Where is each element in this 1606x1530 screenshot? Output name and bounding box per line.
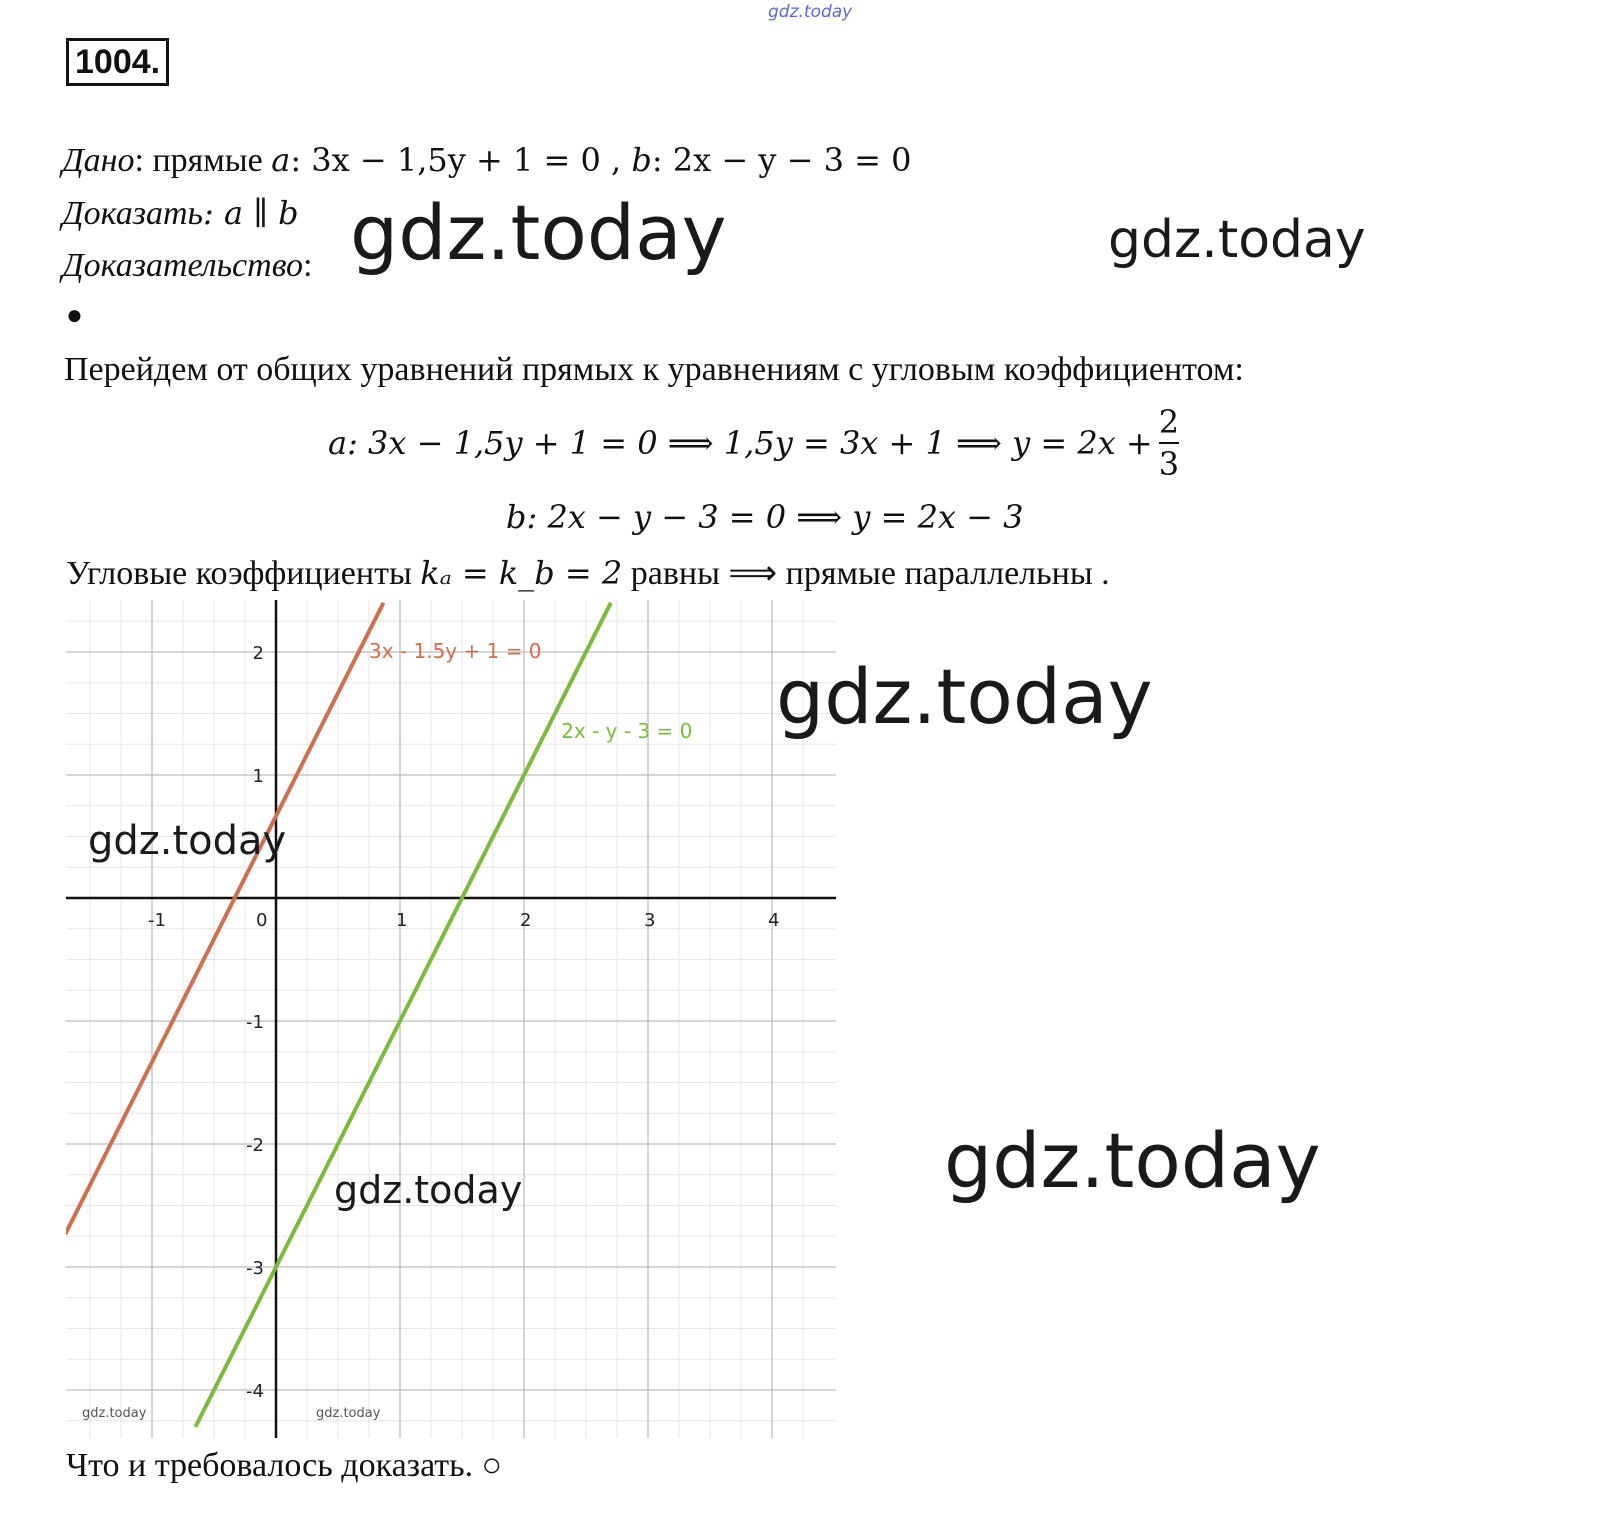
fraction-numerator: 2 bbox=[1159, 402, 1179, 444]
fraction-denominator: 3 bbox=[1158, 445, 1180, 483]
slopes-math: kₐ = k_b = 2 bbox=[420, 554, 623, 592]
problem-number: 1004. bbox=[66, 38, 169, 86]
bullet: ● bbox=[66, 300, 83, 331]
given-label: Дано bbox=[62, 142, 135, 179]
proof-colon: : bbox=[303, 247, 313, 284]
equation-a-left: a: 3x − 1,5y + 1 = 0 ⟹ 1,5y = 3x + 1 ⟹ y = 2x + bbox=[328, 424, 1153, 462]
top-watermark: gdz.today bbox=[768, 2, 853, 22]
equation-a bbox=[328, 402, 1179, 484]
line-a-equation: : 3x − 1,5y + 1 = 0 , bbox=[290, 141, 632, 179]
fraction bbox=[1159, 402, 1179, 484]
watermark: gdz.today bbox=[350, 188, 727, 277]
series-label-1: 3x - 1.5y + 1 = 0 bbox=[369, 639, 542, 664]
x-tick-label: 0 bbox=[256, 910, 268, 931]
proof-label: Доказательство bbox=[62, 247, 304, 284]
given-text: : прямые bbox=[134, 142, 272, 179]
series-label-2: 2x - y - 3 = 0 bbox=[561, 719, 693, 744]
prove-line bbox=[62, 193, 299, 234]
prove-label: Доказать bbox=[62, 195, 203, 232]
watermark: gdz.today bbox=[944, 1116, 1321, 1205]
watermark: gdz.today bbox=[776, 652, 1153, 741]
y-tick-label: 1 bbox=[252, 766, 264, 787]
given-line bbox=[62, 140, 911, 181]
proof-line bbox=[62, 246, 312, 286]
graph bbox=[66, 600, 836, 1438]
watermark: gdz.today bbox=[334, 1168, 523, 1212]
prove-statement: : a ∥ b bbox=[202, 194, 299, 232]
watermark: gdz.today bbox=[88, 818, 287, 864]
y-tick-label: 2 bbox=[252, 643, 264, 664]
line-b-equation: : 2x − y − 3 = 0 bbox=[651, 141, 912, 179]
x-tick-label: 4 bbox=[768, 910, 780, 931]
y-tick-label: -1 bbox=[246, 1012, 264, 1033]
x-tick-label: 2 bbox=[520, 910, 532, 931]
y-tick-label: -4 bbox=[246, 1381, 264, 1402]
line-a-name: a bbox=[271, 141, 291, 179]
watermark: gdz.today bbox=[1108, 210, 1366, 270]
x-tick-label: 1 bbox=[396, 910, 408, 931]
line-b-name: b bbox=[631, 141, 652, 179]
conclusion: Что и требовалось доказать. ○ bbox=[66, 1447, 503, 1484]
intro-text: Перейдем от общих уравнений прямых к уравнениям с угловым коэффициентом: bbox=[64, 351, 1244, 388]
watermark: gdz.today bbox=[82, 1406, 147, 1421]
slopes-line bbox=[66, 553, 1110, 594]
equation-b: b: 2x − y − 3 = 0 ⟹ y = 2x − 3 bbox=[506, 498, 1024, 536]
y-tick-label: -2 bbox=[246, 1135, 264, 1156]
y-tick-label: -3 bbox=[246, 1258, 264, 1279]
watermark: gdz.today bbox=[316, 1406, 381, 1421]
x-tick-label: -1 bbox=[148, 910, 166, 931]
series-line-1 bbox=[66, 603, 383, 1234]
slopes-text-1: Угловые коэффициенты bbox=[66, 555, 421, 592]
slopes-text-2: равны ⟹ прямые параллельны . bbox=[622, 555, 1110, 592]
x-tick-label: 3 bbox=[644, 910, 656, 931]
